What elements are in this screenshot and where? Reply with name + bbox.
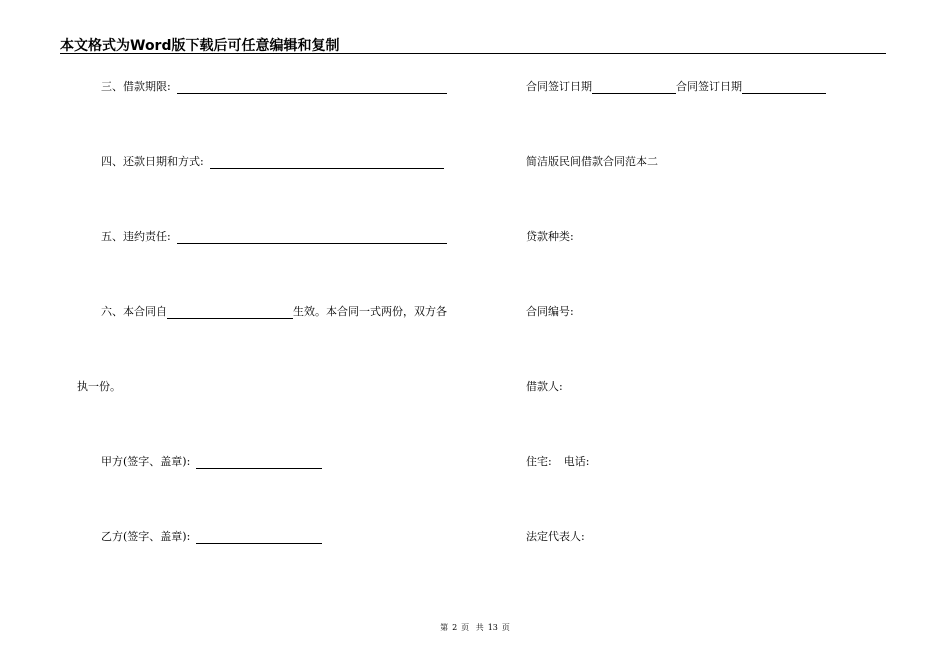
loan-type-row: [526, 230, 574, 244]
loan-term-blank[interactable]: [177, 82, 447, 94]
footer-page-word: 第: [440, 623, 449, 632]
footer-page-unit: 页: [461, 623, 470, 632]
effective-date-blank[interactable]: [167, 307, 293, 319]
borrower-label: 借款人:: [526, 380, 563, 393]
clause-effective-prefix: 六、本合同自: [101, 305, 167, 318]
page-footer: [0, 622, 950, 633]
header-title: 本文格式为Word版下载后可任意编辑和复制: [60, 38, 340, 54]
party-b-label: 乙方(签字、盖章):: [101, 530, 191, 543]
clause-loan-term-label: 三、借款期限:: [101, 80, 171, 93]
sign-date-label-1: 合同签订日期: [526, 80, 592, 93]
footer-page-number: 2: [452, 623, 458, 632]
legal-rep-label: 法定代表人:: [526, 530, 585, 543]
clause-loan-term: [101, 80, 449, 94]
clause-repayment-label: 四、还款日期和方式:: [101, 155, 204, 168]
page-header: [60, 34, 886, 54]
borrower-row: [526, 380, 563, 394]
clause-repayment: [101, 155, 446, 169]
sign-date-blank-2[interactable]: [742, 82, 826, 94]
clause-breach-label: 五、违约责任:: [101, 230, 171, 243]
party-b-signature: [101, 530, 324, 544]
template-title-row: [526, 155, 658, 169]
contract-number-row: [526, 305, 574, 319]
clause-effective-cont-text: 执一份。: [77, 380, 121, 393]
breach-blank[interactable]: [177, 232, 447, 244]
sign-date-blank-1[interactable]: [592, 82, 676, 94]
sign-date-row: [526, 80, 826, 94]
clause-effective-suffix: 生效。本合同一式两份，双方各: [293, 305, 447, 318]
template-title: 简洁版民间借款合同范本二: [526, 155, 658, 168]
clause-effective: [101, 305, 447, 319]
party-a-label: 甲方(签字、盖章):: [101, 455, 191, 468]
address-phone-row: [526, 455, 589, 469]
clause-breach: [101, 230, 449, 244]
party-b-blank[interactable]: [196, 532, 322, 544]
clause-effective-cont: [77, 380, 121, 394]
repayment-blank[interactable]: [210, 157, 444, 169]
contract-number-label: 合同编号:: [526, 305, 574, 318]
address-label: 住宅:: [526, 455, 552, 468]
loan-type-label: 贷款种类:: [526, 230, 574, 243]
footer-total-word: 共: [475, 623, 484, 632]
footer-total-unit: 页: [501, 623, 510, 632]
party-a-signature: [101, 455, 324, 469]
legal-rep-row: [526, 530, 585, 544]
footer-total-number: 13: [487, 623, 498, 632]
party-a-blank[interactable]: [196, 457, 322, 469]
sign-date-label-2: 合同签订日期: [676, 80, 742, 93]
phone-label: 电话:: [563, 455, 590, 468]
